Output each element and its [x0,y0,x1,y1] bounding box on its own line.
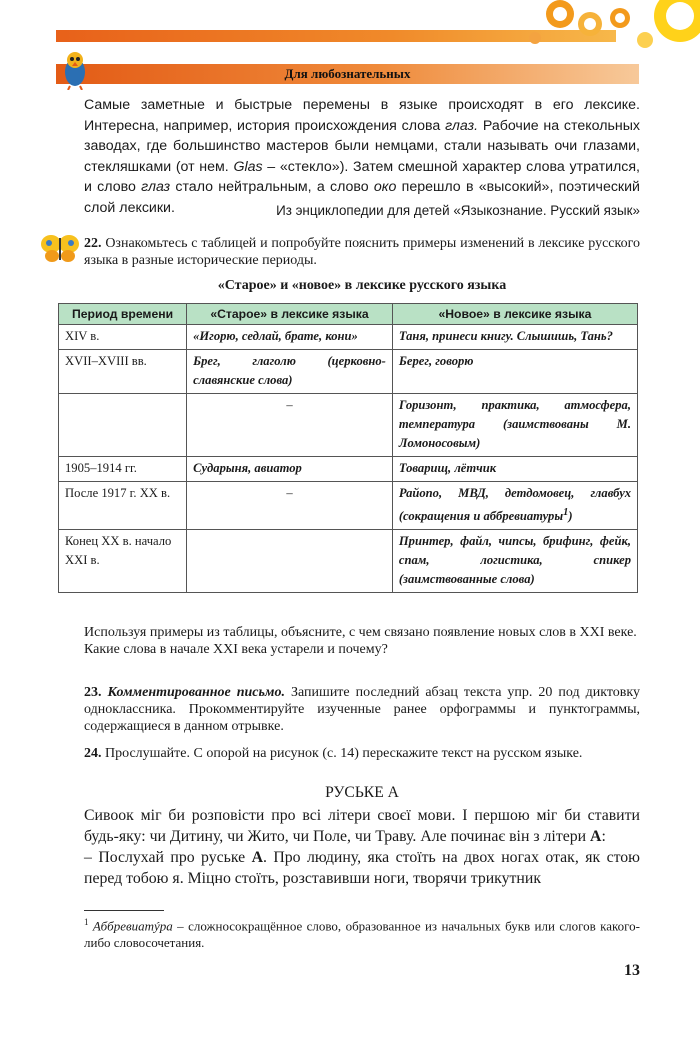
table-header-cell: «Старое» в лексике языка [187,304,393,325]
lexicon-table [58,303,638,593]
new-word-cell: Товарищ, лётчик [392,457,637,482]
old-word-cell: Брег, глаголю (церковно-славянские слова) [187,350,393,394]
story-title: РУСЬКЕ А [325,784,399,801]
old-word-cell: Сударыня, авиатор [187,457,393,482]
old-word-cell: – [187,394,393,457]
old-word-cell: «Игорю, седлай, брате, кони» [187,325,393,350]
story-paragraph: – Послухай про руське А. Про людину, яка стоїть на двох ногах отак, як стою перед тобою я. Міцно стоїть, розставивши ноги, творячи трикутник [84,849,640,887]
footnote: $^1$ Аббревиатýра – сложносокращённое слово, образованное из начальных букв или слогов какого-либо словосочетания. [84,917,640,951]
sidebar-heading: Для любознательных [284,66,411,81]
table-questions [84,624,640,658]
period-cell: 1905–1914 гг. [59,457,187,482]
new-word-cell: Принтер, файл, чипсы, брифинг, фейк, спам, логистика, спикер (заимствованные слова) [392,530,637,593]
period-cell: XIV в. [59,325,187,350]
bird-mascot-icon [60,50,90,90]
decorative-circles-icon [520,0,700,60]
story-paragraph: Сивоок міг би розповісти про всі літери своєї мови. І першою міг би ставити будь-яку: чи Дитину, чи Жито, чи Поле, чи Траву. Але починає він з літери А: [84,807,640,845]
old-word-cell [187,530,393,593]
table-row [59,482,638,530]
butterfly-icon [40,232,80,264]
new-word-cell: Берег, говорю [392,350,637,394]
period-cell: После 1917 г. XX в. [59,482,187,530]
old-word-cell: – [187,482,393,530]
table-header-row [59,304,638,325]
period-cell: Конец XX в. начало XXI в. [59,530,187,593]
footnote-divider [84,910,164,911]
period-cell: XVII–XVIII вв. [59,350,187,394]
table-row [59,394,638,457]
new-word-text: Райono, МВД, детдомовец, главбух (сокращения и аббревиатуры [398,486,631,524]
new-word-cell: Горизонт, практика, атмосфера, температура (заимствованы М. Ломоносовым) [392,394,637,457]
exercise-22: 22. Ознакомьтесь с таблицей и попробуйте пояснить примеры изменений в лексике русского языка в разные исторические периоды. [84,236,640,268]
exercise-23: 23. Комментированное письмо. Запишите последний абзац текста упр. 20 под диктовку одноклассника. Прокомментируйте изученные ранее орфограммы и пунктограммы, содержащиеся в данном отрывке. [84,685,641,734]
question-2: Какие слова в начале XXI века устарели и почему? [84,642,388,657]
sidebar-source: Из энциклопедии для детей «Языкознание. Русский язык» [276,203,640,218]
sidebar-paragraph: Самые заметные и быстрые перемены в языке происходят в его лексике. Интересна, например, история происхождения слова глаз. Рабочие на стекольных заводах, где большинство мастеров были немцами, стали называть очи глазами, стекляшками (от нем. Glas – «стекло»). Затем смешной характер слова утратился, и слово глаз стало нейтральным, а слово око перешло в «высокий», поэтический слой лексики. [84,97,640,216]
new-word-cell: Таня, принеси книгу. Слышишь, Тань? [392,325,637,350]
table-title: «Старое» и «новое» в лексике русского языка [217,278,507,293]
footnote-marker: 1 [563,507,569,518]
exercise-24: 24. Прослушайте. С опорой на рисунок (с. 14) перескажите текст на русском языке. [84,746,583,761]
table-header-cell: «Новое» в лексике языка [392,304,637,325]
table-row [59,350,638,394]
table-row [59,530,638,593]
new-word-cell: Райono, МВД, детдомовец, главбух (сокращения и аббревиатуры$^1$) [392,482,637,530]
period-cell [59,394,187,457]
table-row [59,325,638,350]
question-1: Используя примеры из таблицы, объясните, с чем связано появление новых слов в XXI веке. [84,625,637,640]
table-row [59,457,638,482]
page-number: 13 [624,962,640,979]
story-text [84,805,640,889]
table-header-cell: Период времени [59,304,187,325]
